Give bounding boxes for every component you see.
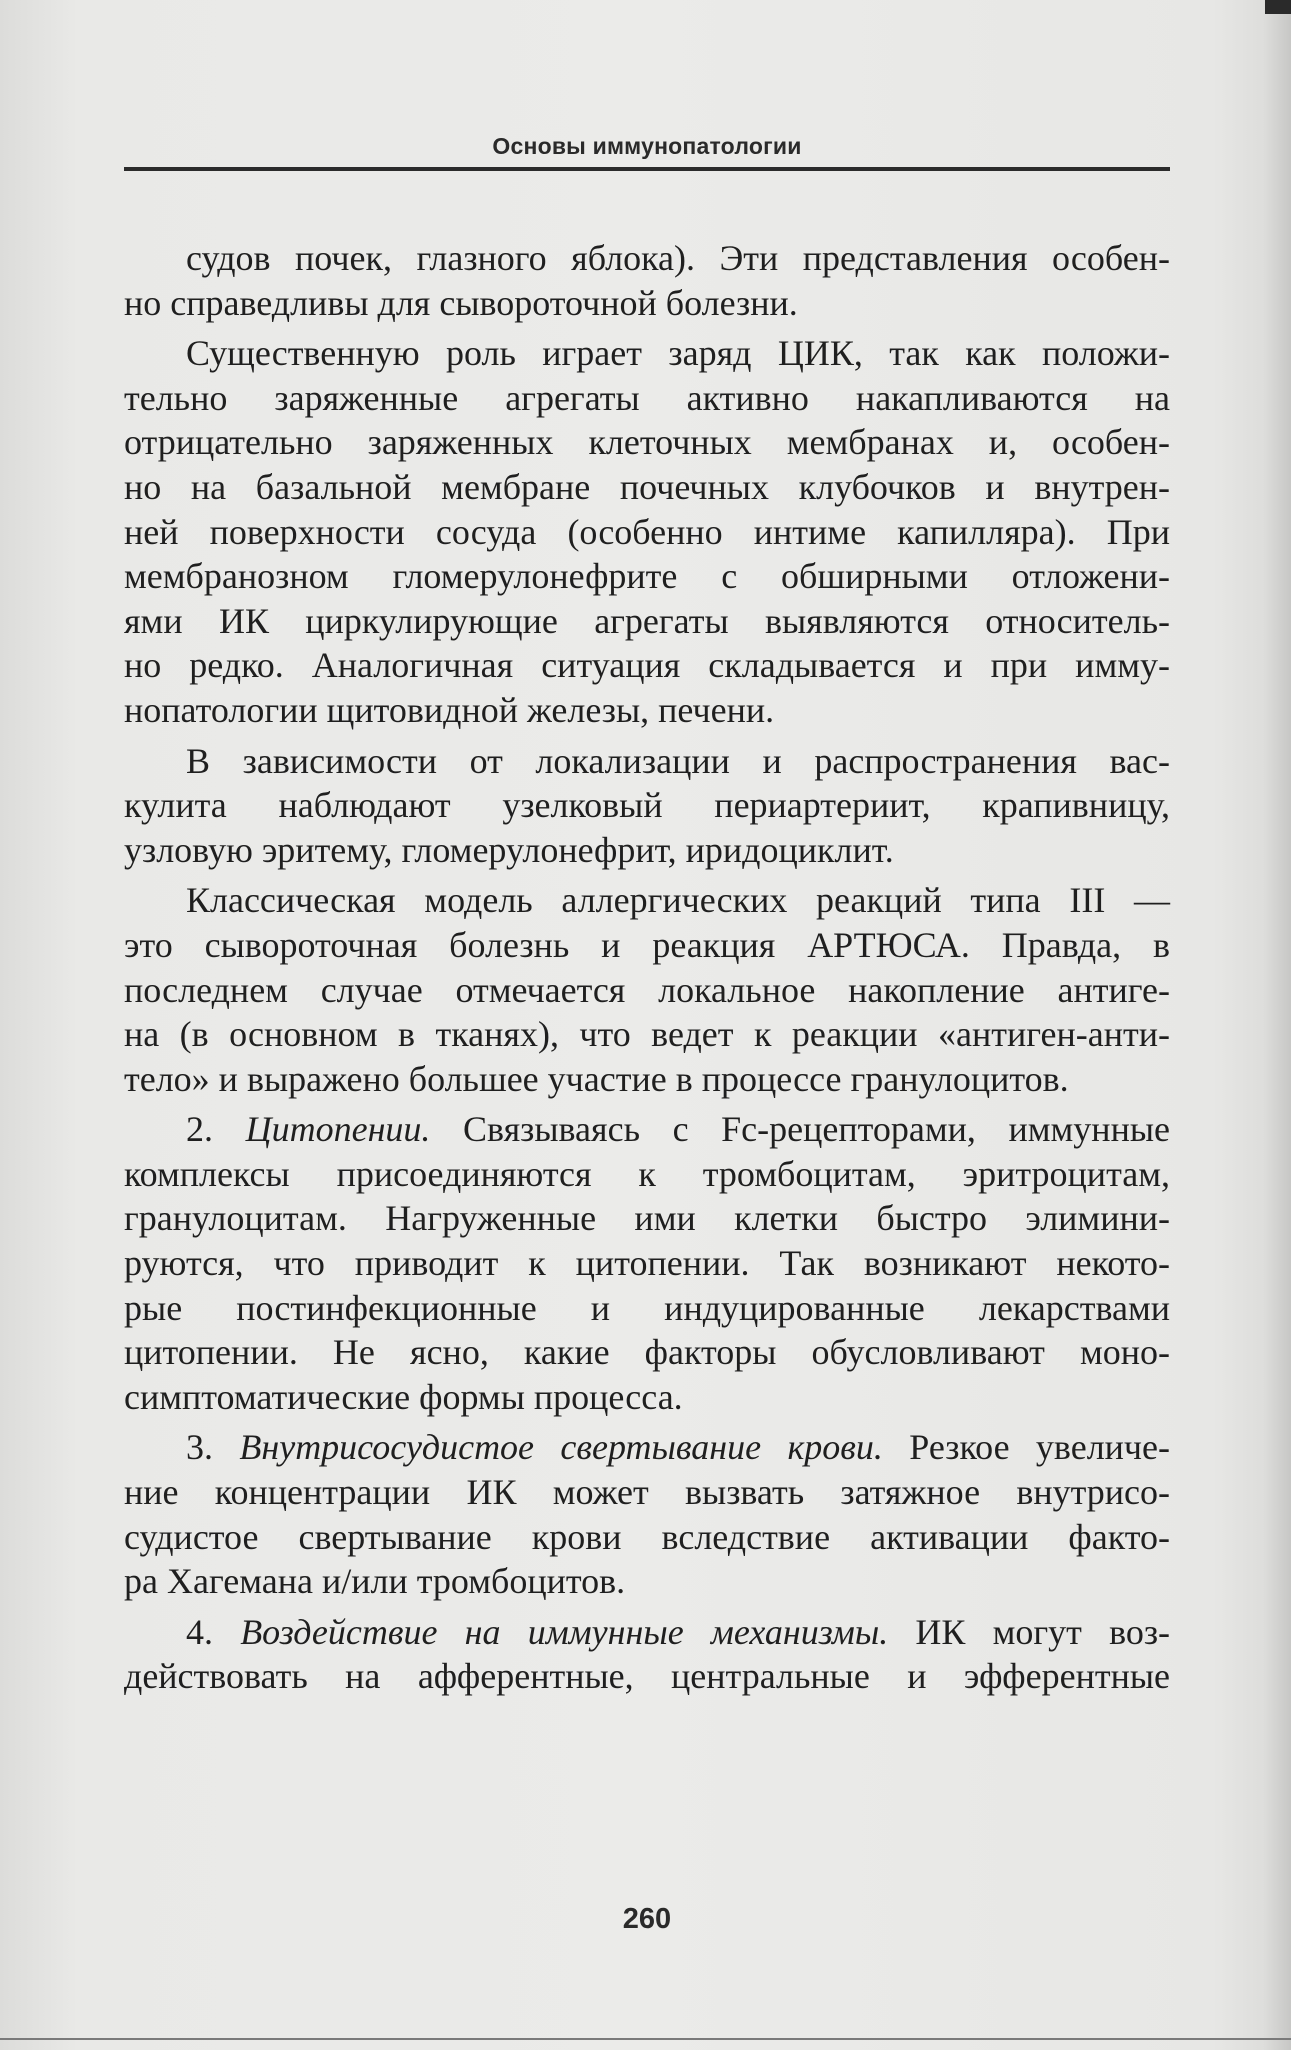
- text-line: [124, 643, 1170, 688]
- text-line: [124, 1470, 1170, 1515]
- text-line: [124, 783, 1170, 828]
- text-line: [124, 1286, 1170, 1331]
- line-text: Существенную роль играет заряд ЦИК, так как положи-: [186, 333, 1170, 374]
- line-text: руются, что приводит к цитопении. Так возникают некото-: [124, 1243, 1170, 1284]
- text-line: [124, 1241, 1170, 1286]
- line-text: цитопении. Не ясно, какие факторы обусловливают моно-: [124, 1332, 1170, 1373]
- text-line: [124, 739, 1170, 784]
- paragraph: [124, 236, 1170, 325]
- text-line: [124, 1654, 1170, 1699]
- text-line: [124, 554, 1170, 599]
- italic-term: Цитопении.: [245, 1109, 431, 1150]
- line-text: ра Хагемана и/или тромбоцитов.: [124, 1561, 626, 1602]
- line-text: отрицательно заряженных клеточных мембранах и, особен-: [124, 422, 1170, 463]
- list-number: 3.: [186, 1427, 213, 1468]
- line-text: узловую эритему, гломерулонефрит, иридоциклит.: [124, 829, 894, 870]
- line-text: судов почек, глазного яблока). Эти представления особен-: [186, 238, 1170, 278]
- italic-term: Внутрисосудистое свертывание крови.: [239, 1427, 883, 1468]
- text-line: [124, 1107, 1170, 1152]
- text-line: [124, 1425, 1170, 1470]
- line-text: Резкое увеличе-: [909, 1427, 1170, 1468]
- text-line: [124, 1057, 1170, 1102]
- line-text: но на базальной мембране почечных клубочков и внутрен-: [124, 466, 1170, 507]
- text-line: [124, 420, 1170, 465]
- line-text: но редко. Аналогичная ситуация складывается и при имму-: [124, 645, 1170, 686]
- corner-mark: [1265, 0, 1291, 14]
- line-text: судистое свертывание крови вследствие активации факто-: [124, 1516, 1170, 1557]
- text-line: [124, 1515, 1170, 1560]
- page-bottom-edge: [0, 2038, 1291, 2040]
- text-line: [124, 1375, 1170, 1420]
- text-line: [124, 1610, 1170, 1655]
- line-text: комплексы присоединяются к тромбоцитам, эритроцитам,: [124, 1153, 1170, 1194]
- line-text: Связываясь с Fc-рецепторами, иммунные: [463, 1109, 1171, 1150]
- text-line: [124, 1330, 1170, 1375]
- paragraph: [124, 739, 1170, 873]
- line-text: нопатологии щитовидной железы, печени.: [124, 689, 775, 730]
- line-text: Классическая модель аллергических реакций типа III —: [186, 880, 1170, 921]
- line-text: ИК могут воз-: [915, 1611, 1171, 1652]
- text-line: [124, 281, 1170, 326]
- text-line: [124, 376, 1170, 421]
- line-text: но справедливы для сывороточной болезни.: [124, 282, 798, 323]
- text-line: [124, 465, 1170, 510]
- text-line: [124, 331, 1170, 376]
- line-text: рые постинфекционные и индуцированные лекарствами: [124, 1287, 1170, 1328]
- line-text: В зависимости от локализации и распространения вас-: [186, 740, 1170, 781]
- text-line: [124, 1196, 1170, 1241]
- text-line: [124, 688, 1170, 733]
- line-text: ней поверхности сосуда (особенно интиме капилляра). При: [124, 511, 1170, 552]
- paragraph: [124, 331, 1170, 732]
- line-text: действовать на афферентные, центральные и эфферентные: [124, 1656, 1170, 1697]
- line-text: симптоматические формы процесса.: [124, 1376, 683, 1417]
- text-line: [124, 923, 1170, 968]
- line-text: тело» и выражено большее участие в процессе гранулоцитов.: [124, 1058, 1069, 1099]
- line-text: ние концентрации ИК может вызвать затяжное внутрисо-: [124, 1472, 1170, 1513]
- text-line: [124, 968, 1170, 1013]
- line-text: кулита наблюдают узелковый периартериит, крапивницу,: [124, 785, 1170, 826]
- line-text: гранулоцитам. Нагруженные ими клетки быстро элимини-: [124, 1198, 1170, 1239]
- page-number: 260: [622, 1903, 672, 1935]
- running-head: Основы иммунопатологии: [492, 133, 802, 159]
- page-edge-shadow: [1263, 0, 1291, 2050]
- line-text: последнем случае отмечается локальное накопление антиге-: [124, 969, 1170, 1010]
- list-number: 4.: [186, 1611, 213, 1652]
- text-line: [124, 878, 1170, 923]
- text-line: [124, 510, 1170, 555]
- paragraph: [124, 1107, 1170, 1419]
- line-text: ями ИК циркулирующие агрегаты выявляются относитель-: [124, 600, 1170, 641]
- paragraph: [124, 1425, 1170, 1603]
- paragraph: [124, 1610, 1170, 1699]
- text-line: [124, 599, 1170, 644]
- text-line: [124, 1152, 1170, 1197]
- text-line: [124, 236, 1170, 281]
- line-text: мембранозном гломерулонефрите с обширными отложени-: [124, 556, 1170, 597]
- text-line: [124, 1559, 1170, 1604]
- line-text: тельно заряженные агрегаты активно накапливаются на: [124, 377, 1170, 418]
- line-text: это сывороточная болезнь и реакция АРТЮСА. Правда, в: [124, 924, 1170, 965]
- italic-term: Воздействие на иммунные механизмы.: [240, 1611, 889, 1652]
- text-line: [124, 1012, 1170, 1057]
- list-number: 2.: [186, 1109, 213, 1150]
- paragraph: [124, 878, 1170, 1101]
- text-line: [124, 828, 1170, 873]
- line-text: на (в основном в тканях), что ведет к реакции «антиген-анти-: [124, 1014, 1170, 1055]
- body-text: [124, 236, 1170, 1699]
- header-rule: [124, 167, 1170, 171]
